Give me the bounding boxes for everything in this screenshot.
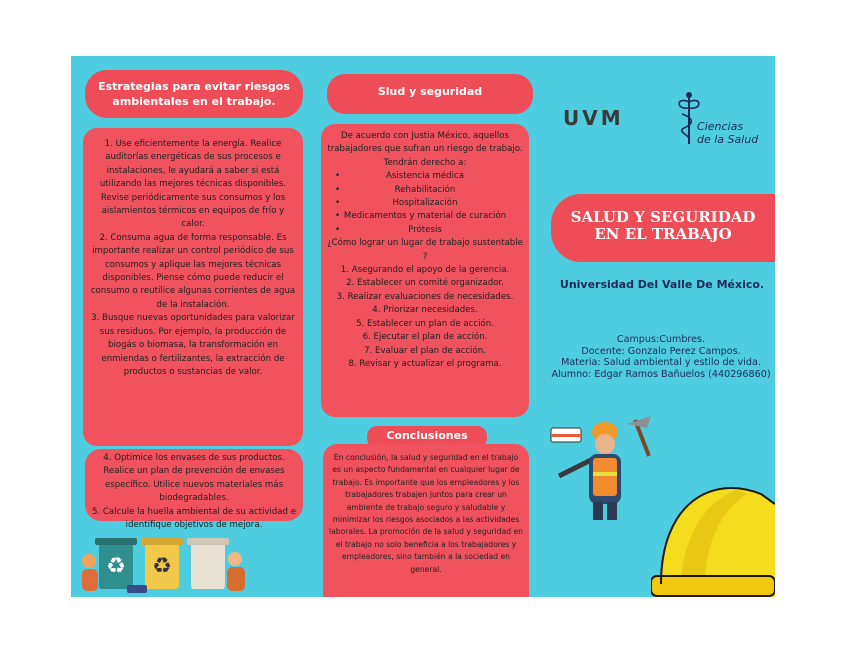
uvm-logo: UVM <box>563 106 624 130</box>
conclusions-body <box>323 444 529 597</box>
list-item: • Rehabilitación <box>325 184 525 197</box>
campus: Campus:Cumbres. <box>616 334 706 345</box>
strategies-body <box>83 128 303 446</box>
strategies-heading <box>85 70 303 118</box>
list-item: 6. Ejecutar el plan de acción. <box>362 332 488 343</box>
recycling-illustration <box>79 521 251 597</box>
logo-line-2: de la Salud <box>697 133 759 146</box>
strategy-4: 4. Optimice los envases de sus productos. Realice un plan de prevención de envases específico. Utilice nuevos materiales más biodegradables. <box>103 453 285 504</box>
university-name: Universidad Del Valle De México. <box>559 278 765 291</box>
rights-list <box>325 170 525 237</box>
list-item: 3. Realizar evaluaciones de necesidades. <box>336 291 514 302</box>
steps-list <box>325 264 525 371</box>
main-title <box>551 194 775 262</box>
strategies-body-2 <box>85 449 303 531</box>
list-item: 4. Priorizar necesidades. <box>372 305 478 316</box>
strategy-1: 1. Use eficientemente la energía. Realice auditorías energéticas de sus procesos e instalaciones, le ayudará a saber si está utilizando las mejores técnicas disponibles. Revise periódicamente sus consumos y los aislamientos térmicos en equipos de frío y calor. <box>99 139 287 230</box>
logo-line-1: Ciencias <box>697 120 744 133</box>
health-safety-body <box>321 124 529 417</box>
subject: Materia: Salud ambiental y estilo de vida. <box>561 357 761 368</box>
ciencias-salud-logo <box>697 120 758 146</box>
strategies-heading-text: Estrategias para evitar riesgos ambientales en el trabajo. <box>98 80 290 108</box>
list-item: • Asistencia médica <box>325 170 525 183</box>
conclusions-text: En conclusión, la salud y seguridad en el trabajo es un aspecto fundamental en cualquier lugar de trabajo. Es importante que los empleadores y los trabajadores trabajen juntos para crear un ambiente de trabajo seguro y saludable y minimizar los riesgos asociados a las actividades laborales. La promoción de la salud y seguridad en el trabajo no solo beneficia a los trabajadores y empleadores, sino también a la sociedad en general. <box>329 453 523 574</box>
list-item: 5. Establecer un plan de acción. <box>356 318 494 329</box>
student: Alumno: Edgar Ramos Bañuelos (440296860) <box>551 368 771 380</box>
health-safety-heading-text: Slud y seguridad <box>377 85 483 98</box>
svg-text:♻: ♻ <box>152 554 172 579</box>
worker-illustration <box>549 414 659 524</box>
conclusions-heading-text: Conclusiones <box>386 429 468 442</box>
list-item: 2. Establecer un comité organizador. <box>346 278 504 289</box>
list-item: • Prótesis <box>325 224 525 237</box>
main-title-line-2: EN EL TRABAJO <box>594 225 732 243</box>
author-info <box>541 334 775 380</box>
rights-intro: De acuerdo con Justia México, aquellos trabajadores que sufran un riesgo de trabajo. Tendrán derecho a: <box>327 131 523 168</box>
list-item: 1. Asegurando el apoyo de la gerencia. <box>340 265 510 276</box>
question: ¿Cómo lograr un lugar de trabajo sustentable ? <box>327 238 523 262</box>
list-item: • Medicamentos y material de curación <box>325 210 525 223</box>
strategy-3: 3. Busque nuevas oportunidades para valorizar sus residuos. Por ejemplo, la producción de biogás o biomasa, la transformación en enmiendas o fertilizantes, la extracción de productos o sustancias de valor. <box>91 313 295 377</box>
strategy-2: 2. Consuma agua de forma responsable. Es importante realizar un control periódico de sus consumos y aplique las mejores técnicas disponibles. Piense cómo puede reducir el consumo o reutilice algunas corrientes de agua de la instalación. <box>90 232 296 310</box>
teacher: Docente: Gonzalo Perez Campos. <box>581 345 741 357</box>
health-safety-heading <box>327 74 533 114</box>
hard-hat-icon <box>651 464 775 597</box>
strategy-5: 5. Calcule la huella ambiental de su actividad e identifique objetivos de mejora. <box>91 506 297 531</box>
main-title-line-1: SALUD Y SEGURIDAD <box>570 208 756 226</box>
brochure-page <box>71 56 775 597</box>
list-item: 8. Revisar y actualizar el programa. <box>348 358 502 369</box>
list-item: • Hospitalización <box>325 197 525 210</box>
list-item: 7. Evaluar el plan de acción. <box>364 345 486 356</box>
svg-text:♻: ♻ <box>106 554 126 579</box>
